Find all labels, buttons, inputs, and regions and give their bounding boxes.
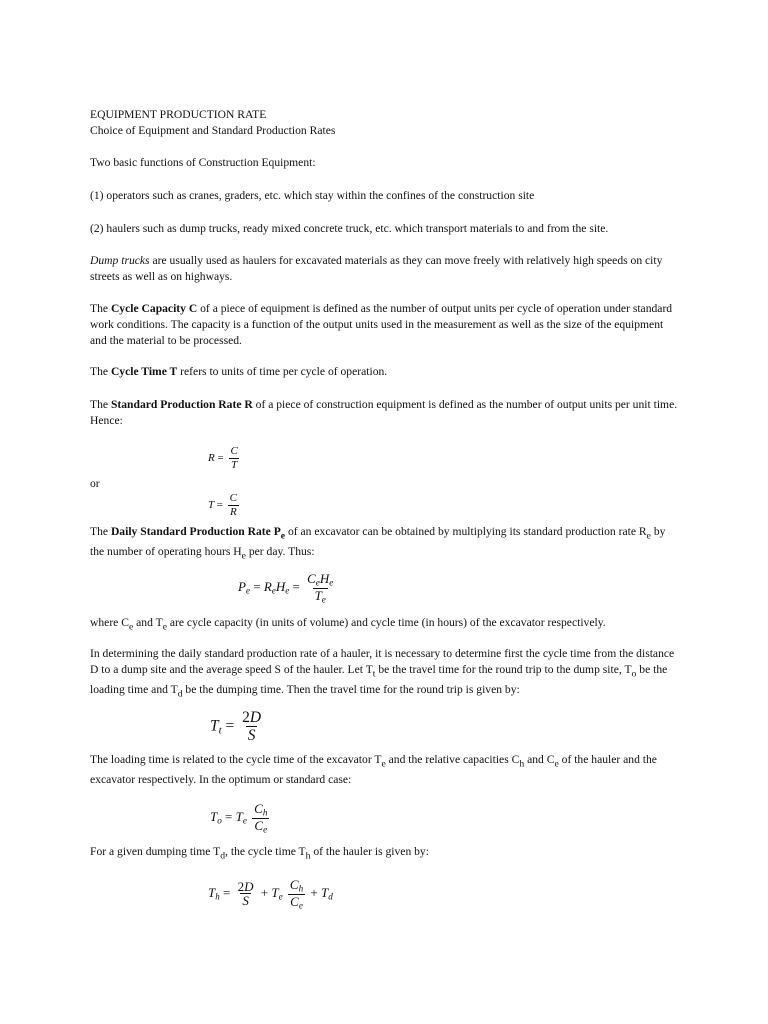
cycle-capacity-term: Cycle Capacity C: [110, 302, 198, 315]
cycle-time-term: Cycle Time T: [110, 365, 178, 378]
equation-to: $T_o = T_e$ $\frac{C_h}{C_e}$: [210, 801, 268, 835]
cycle-time-paragraph: The Cycle Time T refers to units of time per cycle of operation.: [90, 365, 388, 378]
equation-tt: $T_t$ = $\frac{2D}{S}$: [210, 709, 262, 745]
intro-paragraph: Two basic functions of Construction Equipment:: [90, 156, 316, 169]
loading-paragraph: The loading time is related to the cycle time of the excavator $T_e$ and the relative capacities $C_h$ and $C_e$ of the hauler and the excavator respectively. In the optimum or standard case:: [90, 753, 657, 787]
equation-t: T = $\frac{C}{R}$: [208, 492, 237, 518]
page-title: EQUIPMENT PRODUCTION RATE: [90, 108, 267, 121]
dumping-paragraph: For a given dumping time $T_d$, the cycle time $T_h$ of the hauler is given by:: [90, 845, 429, 862]
standard-rate-term: Standard Production Rate R: [110, 398, 253, 411]
equation-pe: $P_e = R_eH_e$ = $\frac{C_eH_e}{T_e}$: [238, 571, 334, 605]
page-subtitle: Choice of Equipment and Standard Production Rates: [90, 124, 336, 137]
dump-trucks-term: Dump trucks: [90, 254, 150, 267]
equation-r: R = $\frac{C}{T}$: [208, 445, 238, 471]
or-label: or: [90, 477, 100, 490]
dump-trucks-paragraph: Dump trucks are usually used as haulers for excavated materials as they can move freely with relatively high speeds on city streets as well as on highways.: [90, 254, 663, 283]
where-paragraph: where $C_e$ and $T_e$ are cycle capacity (in units of volume) and cycle time (in hours) of the excavator respectively.: [90, 616, 606, 633]
function-1: (1) operators such as cranes, graders, etc. which stay within the confines of the construction site: [90, 189, 535, 202]
function-2: (2) haulers such as dump trucks, ready mixed concrete truck, etc. which transport materials to and from the site.: [90, 222, 609, 235]
equation-th: $T_h$ = $\frac{2D}{S}$ + $T_e$ $\frac{C_h}{C_e}$ + $T_d$: [208, 877, 333, 911]
cycle-capacity-paragraph: The Cycle Capacity C of a piece of equipment is defined as the number of output units per cycle of operation under standard work conditions. The capacity is a function of the output units used in the measurement as well as the size of the equipment and the material to be processed.: [90, 302, 673, 347]
hauler-paragraph: In determining the daily standard production rate of a hauler, it is necessary to determine first the cycle time from the distance D to a dump site and the average speed S of the hauler. Let $T_t$ be the travel time for the round trip to the dump site, $T_o$ be the loading time and $T_d$ be the dumping time. Then the travel time for the round trip is given by:: [90, 647, 675, 700]
standard-rate-paragraph: The Standard Production Rate R of a piece of construction equipment is defined as the number of output units per unit time. Hence:: [90, 398, 678, 427]
daily-rate-paragraph: The Daily Standard Production Rate $P_e$ of an excavator can be obtained by multiplying its standard production rate $R_e$ by the number of operating hours $H_e$ per day. Thus:: [90, 525, 666, 562]
daily-rate-term: Daily Standard Production Rate $P_e$: [110, 525, 286, 542]
